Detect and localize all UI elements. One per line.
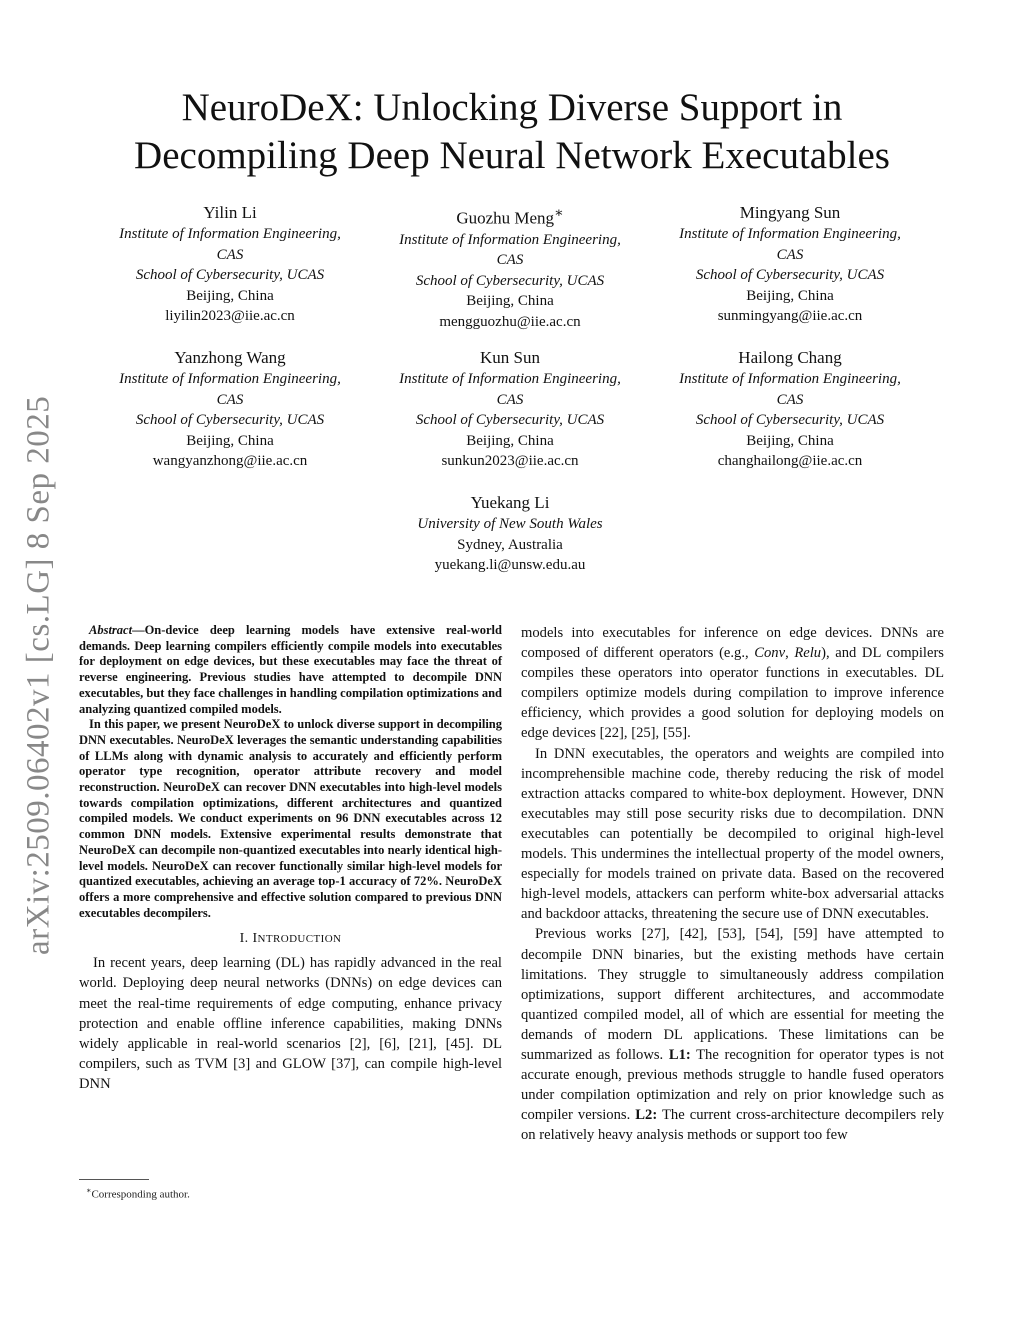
author-affiliation: School of Cybersecurity, UCAS [695, 267, 885, 283]
section-title-rest: NTRODUCTION [257, 933, 342, 946]
author-name [370, 202, 650, 230]
arxiv-identifier: arXiv:2509.06402v1 [cs.LG] 8 Sep 2025 [20, 395, 57, 955]
author-block [370, 347, 650, 472]
author-affiliation: CAS [776, 246, 804, 263]
author-email: sunmingyang@iie.ac.cn [717, 308, 863, 324]
author-name: Kun Sun [480, 348, 540, 367]
author-affiliation: School of Cybersecurity, UCAS [135, 412, 325, 428]
author-name: Yilin Li [203, 203, 257, 222]
author-email: wangyanzhong@iie.ac.cn [152, 453, 308, 469]
author-name: Hailong Chang [738, 348, 842, 367]
author-block [370, 202, 650, 332]
author-location: Beijing, China [746, 287, 834, 304]
author-affiliation: Institute of Information Engineering, [119, 226, 341, 242]
limitation-label: L2: [635, 1107, 658, 1124]
text-run: , [785, 645, 795, 662]
introduction-text [79, 953, 502, 1094]
corresponding-mark: ∗ [554, 205, 564, 221]
author-block [90, 347, 370, 472]
limitation-label: L1: [668, 1046, 691, 1063]
author-block [650, 347, 930, 472]
text-run: ), and DL compilers compiles these operators into operator functions in executables. DL compilers optimize models during compilation to improve inference efficiency, which provides a good solution for deploying models on edge devices [22], [25], [55]. [521, 645, 944, 742]
body-paragraph: In recent years, deep learning (DL) has rapidly advanced in the real world. Deploying deep neural networks (DNNs) on edge devices can meet the real-time requirements of edge computing, enhance privacy protection and enable offline inference capabilities, making DNNs widely applicable in real-world scenarios [2], [6], [21], [45]. DL compilers, such as TVM [3] and GLOW [37], can compile high-level DNN [79, 955, 502, 1092]
footnote-mark: ∗ [86, 1186, 92, 1195]
text-run: The recognition for operator types is not accurate enough, previous methods struggle to handle fused operators under compilation optimization and rely on prior knowledge such as compiler versions. [521, 1046, 944, 1124]
author-affiliation: CAS [776, 391, 804, 408]
footnote-text: Corresponding author. [91, 1188, 190, 1201]
author-name: Yuekang Li [470, 493, 550, 512]
author-location: Beijing, China [466, 293, 554, 310]
text-run: models into executables for inference on edge devices. DNNs are composed of different operators (e.g., [521, 625, 944, 662]
abstract [79, 623, 502, 921]
section-number: I. [239, 931, 249, 947]
footnote-divider [79, 1179, 149, 1180]
abstract-text: —On-device deep learning models have extensive real-world demands. Deep learning compilers efficiently compile models into executables for deployment on edge devices, but these executables may face the threat of reverse engineering. Previous studies have attempted to decompile DNN executables, but they face challenges in handling compilation optimizations and analyzing quantized compiled models. [79, 623, 502, 716]
author-email: liyilin2023@iie.ac.cn [165, 308, 295, 324]
body-paragraph: In DNN executables, the operators and weights are compiled into incomprehensible machine code, thereby reducing the risk of model extraction attacks compared to white-box deployment. However, DNN executables may still pose security risks due to decompilation. DNN executables can potentially be decompiled to original high-level models. This undermines the intellectual property of the model owners, especially for models trained on private data. Based on the recovered high-level models, attackers can perform white-box adversarial attacks and backdoor attacks, threatening the secure use of DNN executables. [521, 745, 944, 923]
author-name: Mingyang Sun [739, 203, 841, 222]
text-run: Previous works [27], [42], [53], [54], [59] have attempted to decompile DNN binaries, but the existing methods have certain limitations. They struggle to simultaneously address compilation optimizations, support different architectures, and accommodate quantized compiled model, all of which are essential for meeting the demands of modern DL applications. These limitations can be summarized as follows. [521, 926, 944, 1063]
author-email: mengguozhu@iie.ac.cn [439, 313, 581, 330]
body-paragraph [521, 623, 944, 744]
author-block [90, 202, 370, 327]
left-column [79, 623, 502, 1094]
section-title-initial: I [252, 931, 258, 947]
title-line-2: Decompiling Deep Neural Network Executables [134, 134, 890, 177]
author-affiliation: CAS [496, 391, 524, 408]
author-location: Beijing, China [746, 432, 834, 449]
author-location: Beijing, China [186, 432, 274, 449]
author-affiliation: Institute of Information Engineering, [399, 231, 621, 248]
author-affiliation: Institute of Information Engineering, [119, 371, 341, 387]
author-affiliation: School of Cybersecurity, UCAS [415, 412, 605, 428]
section-heading [79, 931, 502, 947]
author-name-text: Guozhu Meng [456, 208, 555, 228]
author-affiliation: University of New South Wales [417, 516, 603, 532]
author-affiliation: CAS [216, 246, 244, 263]
author-block [370, 492, 650, 576]
paper-title [80, 84, 944, 180]
author-affiliation: CAS [216, 391, 244, 408]
title-line-1: NeuroDeX: Unlocking Diverse Support in [181, 86, 843, 129]
author-name: Yanzhong Wang [174, 348, 286, 367]
operator-name: Relu [794, 645, 822, 662]
footnote [86, 1186, 190, 1201]
abstract-paragraph: In this paper, we present NeuroDeX to unlock diverse support in decompiling DNN executables. NeuroDeX leverages the semantic understanding capabilities of LLMs along with dynamic analysis to accurately and efficiently perform operator type recognition, operator attribute recovery and model reconstruction. NeuroDeX can recover DNN executables into high-level models towards compilation optimizations, different architectures and quantized compiled models. We conduct experiments on 96 DNN executables across 12 common DNN models. Extensive experimental results demonstrate that NeuroDeX can decompile non-quantized executables into nearly identical high-level models. NeuroDeX can recover functionally similar high-level models for quantized executables, achieving an average top-1 accuracy of 72%. NeuroDeX offers a more comprehensive and effective solution compared to previous DNN executables decompilers. [79, 717, 502, 920]
author-affiliation: School of Cybersecurity, UCAS [695, 412, 885, 428]
author-location: Beijing, China [186, 287, 274, 304]
operator-name: Conv [754, 645, 786, 662]
author-affiliation: Institute of Information Engineering, [679, 226, 901, 242]
author-affiliation: School of Cybersecurity, UCAS [415, 272, 605, 289]
author-location: Sydney, Australia [457, 536, 563, 553]
right-column [521, 623, 944, 1145]
text-run: The current cross-architecture decompilers rely on relatively heavy analysis methods or support too few [521, 1107, 944, 1144]
body-paragraph [521, 924, 944, 1145]
abstract-paragraph [79, 623, 502, 717]
author-location: Beijing, China [466, 432, 554, 449]
author-affiliation: School of Cybersecurity, UCAS [135, 267, 325, 283]
abstract-label: Abstract [89, 623, 133, 637]
author-affiliation: Institute of Information Engineering, [679, 371, 901, 387]
author-email: changhailong@iie.ac.cn [717, 453, 863, 469]
author-affiliation: CAS [496, 252, 524, 269]
author-email: yuekang.li@unsw.edu.au [434, 557, 586, 573]
author-block [650, 202, 930, 327]
author-email: sunkun2023@iie.ac.cn [441, 453, 579, 469]
author-affiliation: Institute of Information Engineering, [399, 371, 621, 387]
